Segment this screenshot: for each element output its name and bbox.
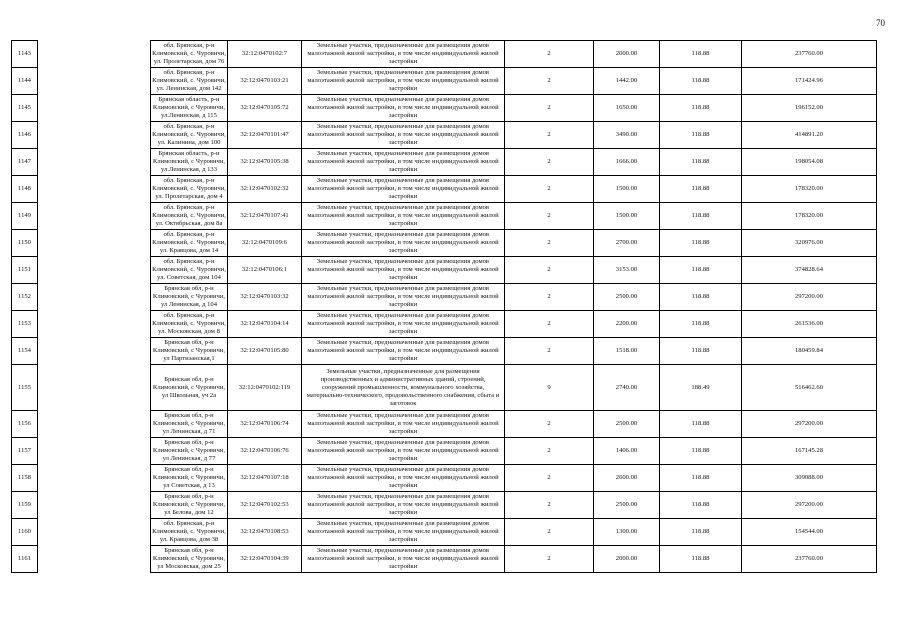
gap-cell [38,257,151,284]
table-row [12,176,877,203]
cadastral-number-cell: 32:12:0470105:80 [228,338,302,365]
cadastral-value-cell: 180459.84 [742,338,877,365]
usage-group-cell: 2 [505,68,594,95]
table-row [12,438,877,465]
usage-group-cell: 2 [505,338,594,365]
table-row [12,95,877,122]
table-row [12,122,877,149]
table-row [12,203,877,230]
usage-group-cell: 2 [505,465,594,492]
usage-group-cell: 2 [505,284,594,311]
land-use-purpose-cell: Земельные участки, предназначенные для размещения домов малоэтажной жилой застройки, в том числе индивидуальной жилой застройки [302,176,505,203]
row-number-cell: 1154 [12,338,38,365]
cadastral-rate-cell: 118.88 [660,311,742,338]
usage-group-cell: 2 [505,492,594,519]
cadastral-rate-cell: 118.88 [660,95,742,122]
area-cell: 2600.00 [594,465,660,492]
address-cell: Брянская обл, р-н Климовский, с Чуровичи, ул Ленинская, д 104 [151,284,228,311]
cadastral-value-cell: 178320.00 [742,203,877,230]
usage-group-cell: 2 [505,230,594,257]
cadastral-rate-cell: 118.88 [660,230,742,257]
usage-group-cell: 2 [505,95,594,122]
land-use-purpose-cell: Земельные участки, предназначенные для размещения домов малоэтажной жилой застройки, в том числе индивидуальной жилой застройки [302,284,505,311]
table-row [12,230,877,257]
land-use-purpose-cell: Земельные участки, предназначенные для размещения домов малоэтажной жилой застройки, в том числе индивидуальной жилой застройки [302,41,505,68]
cadastral-value-cell: 196152.00 [742,95,877,122]
land-use-purpose-cell: Земельные участки, предназначенные для размещения домов малоэтажной жилой застройки, в том числе индивидуальной жилой застройки [302,338,505,365]
row-number-cell: 1150 [12,230,38,257]
gap-cell [38,465,151,492]
cadastral-rate-cell: 118.88 [660,284,742,311]
cadastral-value-cell: 167145.28 [742,438,877,465]
cadastral-value-cell: 198054.08 [742,149,877,176]
land-use-purpose-cell: Земельные участки, предназначенные для размещения домов малоэтажной жилой застройки, в том числе индивидуальной жилой застройки [302,149,505,176]
usage-group-cell: 2 [505,311,594,338]
row-number-cell: 1153 [12,311,38,338]
usage-group-cell: 2 [505,41,594,68]
land-use-purpose-cell: Земельные участки, предназначенные для размещения домов малоэтажной жилой застройки, в том числе индивидуальной жилой застройки [302,68,505,95]
row-number-cell: 1160 [12,519,38,546]
gap-cell [38,176,151,203]
cadastral-value-cell: 237760.00 [742,546,877,573]
gap-cell [38,41,151,68]
gap-cell [38,203,151,230]
cadastral-number-cell: 32:12:0470102:119 [228,365,302,411]
table-row [12,257,877,284]
address-cell: обл. Брянская, р-н Климовский, с. Чуровичи, ул. Калинина, дом 100 [151,122,228,149]
land-use-purpose-cell: Земельные участки, предназначенные для размещения домов малоэтажной жилой застройки, в том числе индивидуальной жилой застройки [302,230,505,257]
usage-group-cell: 2 [505,203,594,230]
row-number-cell: 1147 [12,149,38,176]
usage-group-cell: 2 [505,257,594,284]
cadastral-rate-cell: 118.88 [660,176,742,203]
table-row [12,149,877,176]
area-cell: 2500.00 [594,492,660,519]
gap-cell [38,284,151,311]
cadastral-rate-cell: 118.88 [660,338,742,365]
cadastral-value-cell: 297200.00 [742,411,877,438]
address-cell: обл. Брянская, р-н Климовский, с. Чуровичи, ул. Октябрьская, дом 8а [151,203,228,230]
cadastral-value-cell: 237760.00 [742,41,877,68]
cadastral-number-cell: 32:12:0470103:21 [228,68,302,95]
usage-group-cell: 2 [505,176,594,203]
cadastral-rate-cell: 118.88 [660,465,742,492]
table-row [12,546,877,573]
row-number-cell: 1146 [12,122,38,149]
land-use-purpose-cell: Земельные участки, предназначенные для размещения производственных и административных зданий, строений, сооружений промышленности, коммунального хозяйства, материально-технического, продовольственного снабжения, сбыта и заготовок [302,365,505,411]
gap-cell [38,149,151,176]
cadastral-value-cell: 320976.00 [742,230,877,257]
row-number-cell: 1143 [12,41,38,68]
area-cell: 2500.00 [594,284,660,311]
land-use-purpose-cell: Земельные участки, предназначенные для размещения домов малоэтажной жилой застройки, в том числе индивидуальной жилой застройки [302,203,505,230]
cadastral-number-cell: 32:12:0470105:38 [228,149,302,176]
cadastral-number-cell: 32:12:0470104:14 [228,311,302,338]
cadastral-number-cell: 32:12:0470106:74 [228,411,302,438]
address-cell: обл. Брянская, р-н Климовский, с. Чуровичи, ул. Кравцова, дом 38 [151,519,228,546]
land-use-purpose-cell: Земельные участки, предназначенные для размещения домов малоэтажной жилой застройки, в том числе индивидуальной жилой застройки [302,311,505,338]
cadastral-number-cell: 32:12:0470104:39 [228,546,302,573]
area-cell: 3153.00 [594,257,660,284]
address-cell: обл. Брянская, р-н Климовский, с. Чуровичи, ул. Пролетарская, дом 76 [151,41,228,68]
row-number-cell: 1161 [12,546,38,573]
land-use-purpose-cell: Земельные участки, предназначенные для размещения домов малоэтажной жилой застройки, в том числе индивидуальной жилой застройки [302,546,505,573]
area-cell: 1518.00 [594,338,660,365]
address-cell: обл. Брянская, р-н Климовский, с. Чуровичи, ул. Советская, дом 104 [151,257,228,284]
cadastral-number-cell: 32:12:0470102:7 [228,41,302,68]
cadastral-value-cell: 297200.00 [742,284,877,311]
table-row [12,492,877,519]
address-cell: обл. Брянская, р-н Климовский, с. Чуровичи, ул. Московская, дом 8 [151,311,228,338]
table-row [12,365,877,411]
area-cell: 2000.00 [594,546,660,573]
row-number-cell: 1156 [12,411,38,438]
usage-group-cell: 2 [505,411,594,438]
table-row [12,41,877,68]
cadastral-number-cell: 32:12:0470107:18 [228,465,302,492]
cadastral-number-cell: 32:12:0470102:32 [228,176,302,203]
cadastral-rate-cell: 118.88 [660,122,742,149]
row-number-cell: 1152 [12,284,38,311]
cadastral-number-cell: 32:12:0470107:41 [228,203,302,230]
area-cell: 3490.00 [594,122,660,149]
usage-group-cell: 2 [505,546,594,573]
address-cell: обл. Брянская, р-н Климовский, с. Чуровичи, ул. Кравцова, дом 14 [151,230,228,257]
cadastral-rate-cell: 118.88 [660,257,742,284]
address-cell: обл. Брянская, р-н Климовский, с. Чуровичи, ул. Пролетарская, дом 4 [151,176,228,203]
cadastral-number-cell: 32:12:0470106:76 [228,438,302,465]
address-cell: Брянская область, р-н Климовский, с Чуровичи, ул.Ленинская, д 115 [151,95,228,122]
table-row [12,519,877,546]
gap-cell [38,68,151,95]
cadastral-rate-cell: 118.88 [660,438,742,465]
row-number-cell: 1155 [12,365,38,411]
gap-cell [38,411,151,438]
cadastral-number-cell: 32:12:0470103:32 [228,284,302,311]
cadastral-value-cell: 154544.00 [742,519,877,546]
cadastral-value-cell: 374828.64 [742,257,877,284]
address-cell: Брянская обл, р-н Климовский, с Чуровичи, ул Ленинская, д 71 [151,411,228,438]
cadastral-rate-cell: 118.88 [660,411,742,438]
cadastral-rate-cell: 118.88 [660,546,742,573]
land-use-purpose-cell: Земельные участки, предназначенные для размещения домов малоэтажной жилой застройки, в том числе индивидуальной жилой застройки [302,122,505,149]
row-number-cell: 1144 [12,68,38,95]
land-use-purpose-cell: Земельные участки, предназначенные для размещения домов малоэтажной жилой застройки, в том числе индивидуальной жилой застройки [302,465,505,492]
cadastral-value-cell: 414891.20 [742,122,877,149]
area-cell: 2700.00 [594,230,660,257]
table-body [12,41,877,573]
usage-group-cell: 2 [505,519,594,546]
gap-cell [38,438,151,465]
land-use-purpose-cell: Земельные участки, предназначенные для размещения домов малоэтажной жилой застройки, в том числе индивидуальной жилой застройки [302,519,505,546]
gap-cell [38,492,151,519]
cadastral-number-cell: 32:12:0470106:1 [228,257,302,284]
area-cell: 2740.00 [594,365,660,411]
usage-group-cell: 2 [505,122,594,149]
cadastral-number-cell: 32:12:0470102:53 [228,492,302,519]
row-number-cell: 1157 [12,438,38,465]
cadastral-rate-cell: 188.49 [660,365,742,411]
gap-cell [38,338,151,365]
area-cell: 2500.00 [594,411,660,438]
area-cell: 1300.00 [594,519,660,546]
row-number-cell: 1148 [12,176,38,203]
cadastral-rate-cell: 118.88 [660,203,742,230]
table-row [12,311,877,338]
area-cell: 2200.00 [594,311,660,338]
usage-group-cell: 9 [505,365,594,411]
address-cell: Брянская обл, р-н Климовский, с Чуровичи, ул Московская, дом 25 [151,546,228,573]
table-row [12,284,877,311]
cadastral-rate-cell: 118.88 [660,519,742,546]
address-cell: обл. Брянская, р-н Климовский, с. Чуровичи, ул. Ленинская, дом 142 [151,68,228,95]
land-registry-table [11,40,877,573]
area-cell: 1666.00 [594,149,660,176]
table-row [12,411,877,438]
row-number-cell: 1145 [12,95,38,122]
cadastral-value-cell: 516462.60 [742,365,877,411]
cadastral-value-cell: 178320.00 [742,176,877,203]
cadastral-number-cell: 32:12:0470109:6 [228,230,302,257]
address-cell: Брянская область, р-н Климовский, с Чуровичи, ул.Ленинская, д 133 [151,149,228,176]
land-use-purpose-cell: Земельные участки, предназначенные для размещения домов малоэтажной жилой застройки, в том числе индивидуальной жилой застройки [302,492,505,519]
cadastral-rate-cell: 118.88 [660,68,742,95]
row-number-cell: 1159 [12,492,38,519]
usage-group-cell: 2 [505,438,594,465]
address-cell: Брянская обл, р-н Климовский, с Чуровичи, ул Школьная, уч 2а [151,365,228,411]
land-use-purpose-cell: Земельные участки, предназначенные для размещения домов малоэтажной жилой застройки, в том числе индивидуальной жилой застройки [302,411,505,438]
cadastral-rate-cell: 118.88 [660,149,742,176]
cadastral-value-cell: 297200.00 [742,492,877,519]
area-cell: 1650.00 [594,95,660,122]
address-cell: Брянская обл, р-н Климовский, с Чуровичи, ул Ленинская, д 77 [151,438,228,465]
row-number-cell: 1151 [12,257,38,284]
land-use-purpose-cell: Земельные участки, предназначенные для размещения домов малоэтажной жилой застройки, в том числе индивидуальной жилой застройки [302,95,505,122]
table-row [12,338,877,365]
area-cell: 1500.00 [594,176,660,203]
gap-cell [38,519,151,546]
gap-cell [38,95,151,122]
cadastral-value-cell: 171424.96 [742,68,877,95]
cadastral-value-cell: 261536.00 [742,311,877,338]
land-use-purpose-cell: Земельные участки, предназначенные для размещения домов малоэтажной жилой застройки, в том числе индивидуальной жилой застройки [302,257,505,284]
gap-cell [38,546,151,573]
cadastral-rate-cell: 118.88 [660,492,742,519]
gap-cell [38,230,151,257]
row-number-cell: 1158 [12,465,38,492]
address-cell: Брянская обл, р-н Климовский, с Чуровичи, ул Белова, дом 12 [151,492,228,519]
cadastral-number-cell: 32:12:0470108:53 [228,519,302,546]
gap-cell [38,311,151,338]
area-cell: 1442.00 [594,68,660,95]
area-cell: 1406.00 [594,438,660,465]
area-cell: 2000.00 [594,41,660,68]
gap-cell [38,122,151,149]
usage-group-cell: 2 [505,149,594,176]
table-row [12,465,877,492]
address-cell: Брянская обл, р-н Климовский, с Чуровичи, ул Советская, д 13 [151,465,228,492]
area-cell: 1500.00 [594,203,660,230]
land-use-purpose-cell: Земельные участки, предназначенные для размещения домов малоэтажной жилой застройки, в том числе индивидуальной жилой застройки [302,438,505,465]
cadastral-number-cell: 32:12:0470101:47 [228,122,302,149]
address-cell: Брянская обл, р-н Климовский, с Чуровичи, ул Партизанская,1 [151,338,228,365]
gap-cell [38,365,151,411]
page-number: 70 [876,18,885,28]
row-number-cell: 1149 [12,203,38,230]
cadastral-number-cell: 32:12:0470105:72 [228,95,302,122]
cadastral-rate-cell: 118.88 [660,41,742,68]
cadastral-value-cell: 309088.00 [742,465,877,492]
table-row [12,68,877,95]
